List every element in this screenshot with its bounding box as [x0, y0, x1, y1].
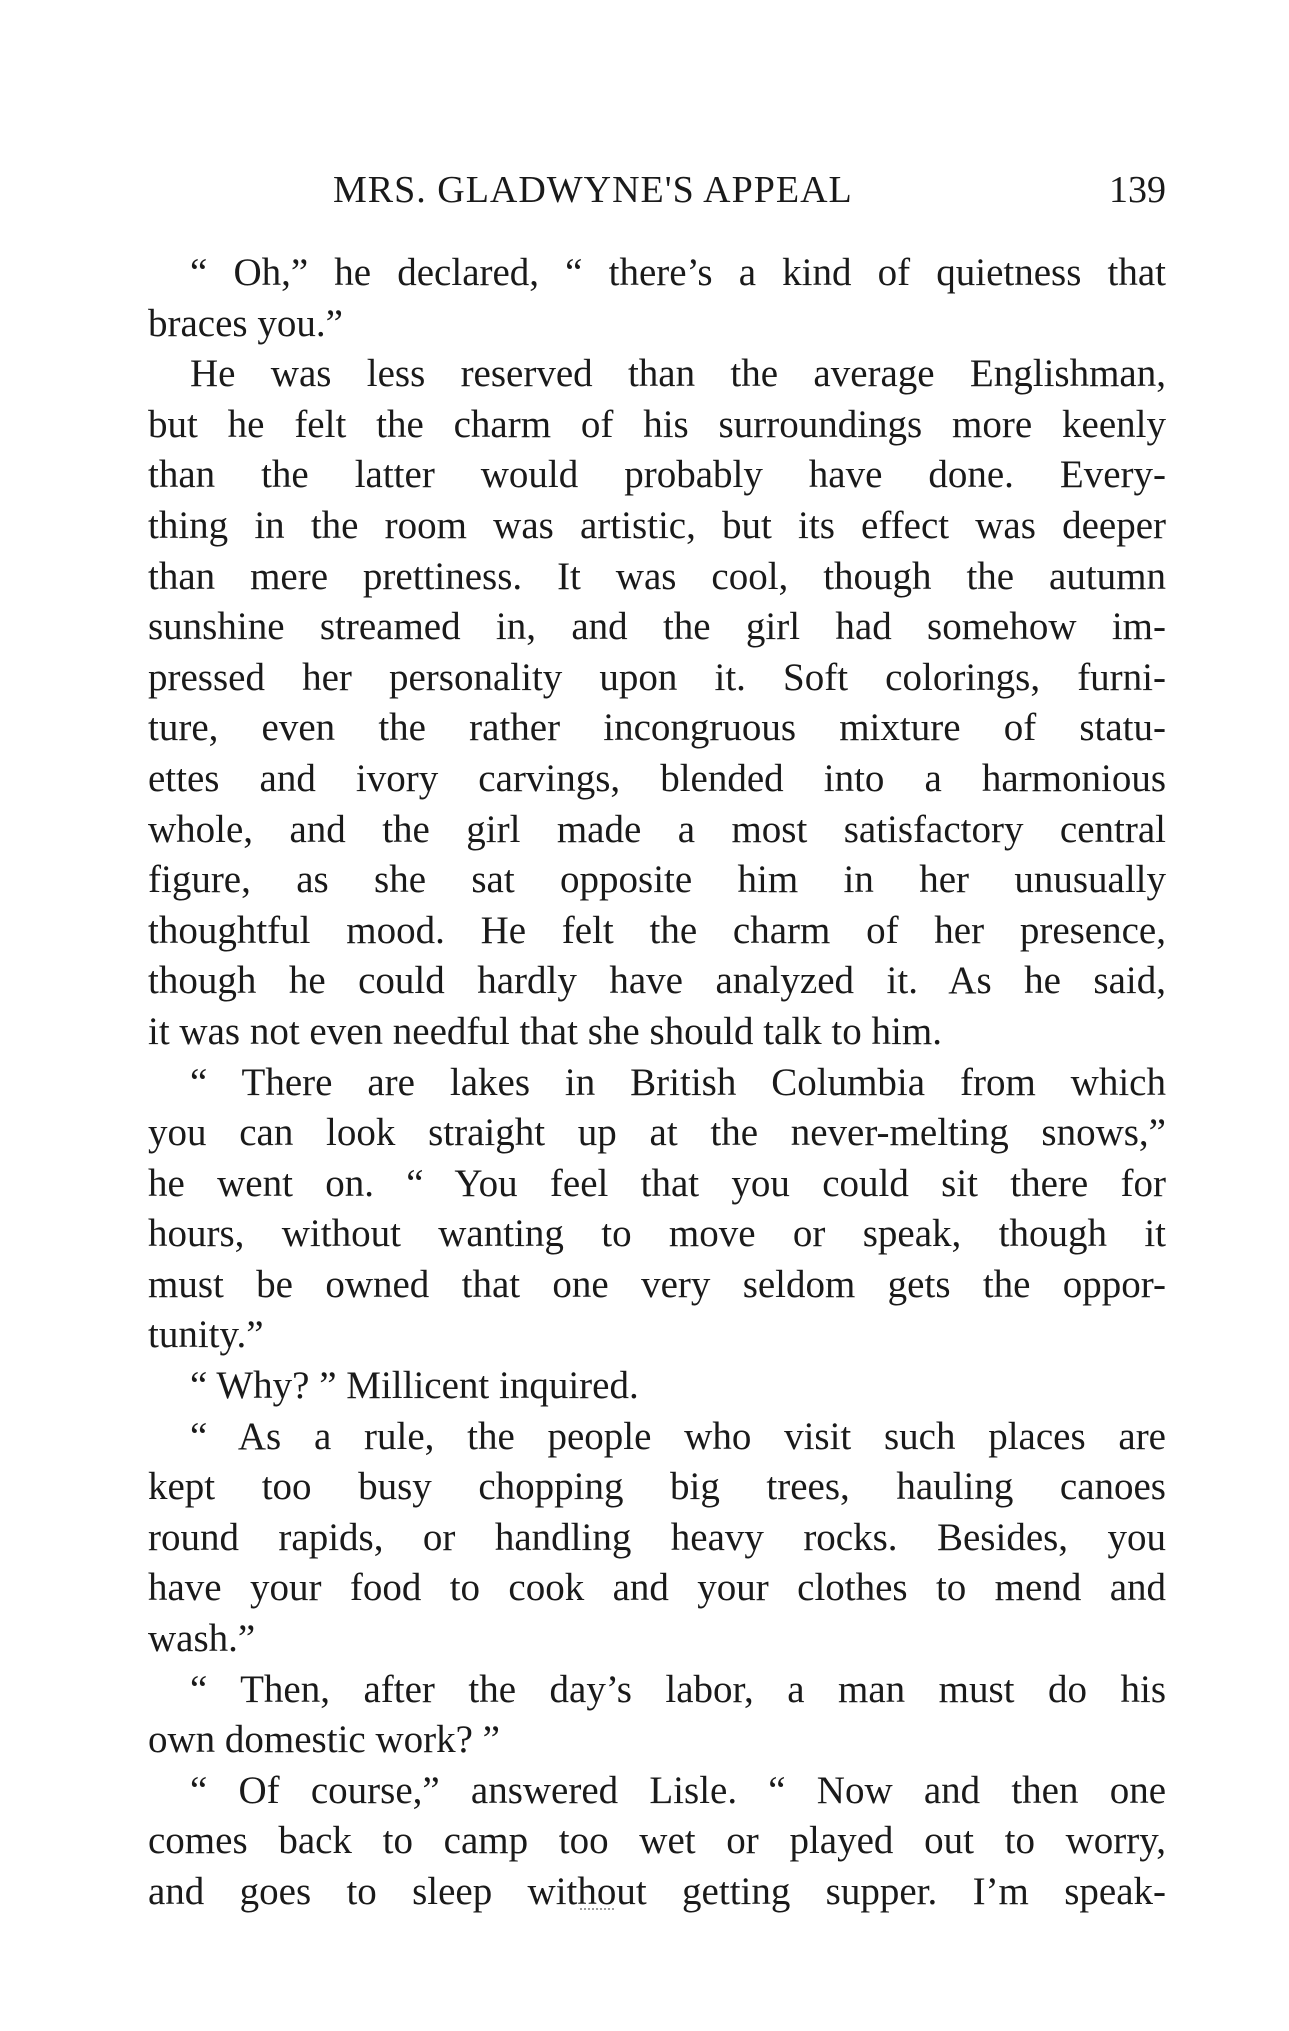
text-line: figure, as she sat opposite him in her unusually: [148, 858, 1166, 902]
page-number: 139: [1109, 169, 1166, 211]
text-line: “ Then, after the day’s labor, a man must do his: [190, 1667, 1166, 1711]
text-line: than mere prettiness. It was cool, though the autumn: [148, 554, 1166, 598]
text-line: must be owned that one very seldom gets the oppor-: [148, 1262, 1166, 1306]
text-line: you can look straight up at the never-melting snows,”: [148, 1111, 1166, 1155]
text-line: comes back to camp too wet or played out to worry,: [148, 1819, 1166, 1863]
text-line: but he felt the charm of his surroundings more keenly: [148, 402, 1166, 446]
text-line: and goes to sleep without getting supper. I’m speak-: [148, 1870, 1166, 1913]
print-mark: [580, 1908, 614, 1912]
running-title: MRS. GLADWYNE'S APPEAL: [333, 169, 853, 211]
text-line: tunity.”: [148, 1313, 264, 1357]
text-line: have your food to cook and your clothes to mend and: [148, 1566, 1166, 1610]
text-line: “ As a rule, the people who visit such places are: [190, 1414, 1166, 1458]
text-line: he went on. “ You feel that you could sit there for: [148, 1161, 1166, 1205]
text-line: own domestic work? ”: [148, 1718, 500, 1762]
text-line: He was less reserved than the average Englishman,: [190, 352, 1166, 396]
text-line: wash.”: [148, 1617, 256, 1661]
text-line: thing in the room was artistic, but its effect was deeper: [148, 503, 1166, 547]
text-line: it was not even needful that she should talk to him.: [148, 1009, 942, 1053]
text-line: than the latter would probably have done. Every-: [148, 453, 1166, 497]
text-line: hours, without wanting to move or speak, though it: [148, 1212, 1166, 1256]
text-line: “ Oh,” he declared, “ there’s a kind of quietness that: [190, 251, 1166, 294]
text-line: “ There are lakes in British Columbia from which: [190, 1060, 1166, 1104]
text-line: though he could hardly have analyzed it. As he said,: [148, 959, 1166, 1003]
text-line: braces you.”: [148, 301, 343, 345]
text-line: whole, and the girl made a most satisfactory central: [148, 807, 1166, 851]
text-line: pressed her personality upon it. Soft colorings, furni-: [148, 655, 1166, 699]
text-line: ettes and ivory carvings, blended into a harmonious: [148, 756, 1166, 800]
text-line: sunshine streamed in, and the girl had somehow im-: [148, 605, 1166, 649]
text-line: “ Why? ” Millicent inquired.: [190, 1364, 639, 1408]
page-header: [148, 160, 1166, 220]
body-text: [148, 248, 1166, 1918]
text-line: round rapids, or handling heavy rocks. Besides, you: [148, 1515, 1166, 1559]
text-line: thoughtful mood. He felt the charm of her presence,: [148, 908, 1166, 952]
text-line: kept too busy chopping big trees, hauling canoes: [148, 1465, 1166, 1509]
text-line: ture, even the rather incongruous mixture of statu-: [148, 706, 1166, 750]
text-line: “ Of course,” answered Lisle. “ Now and then one: [190, 1768, 1166, 1812]
